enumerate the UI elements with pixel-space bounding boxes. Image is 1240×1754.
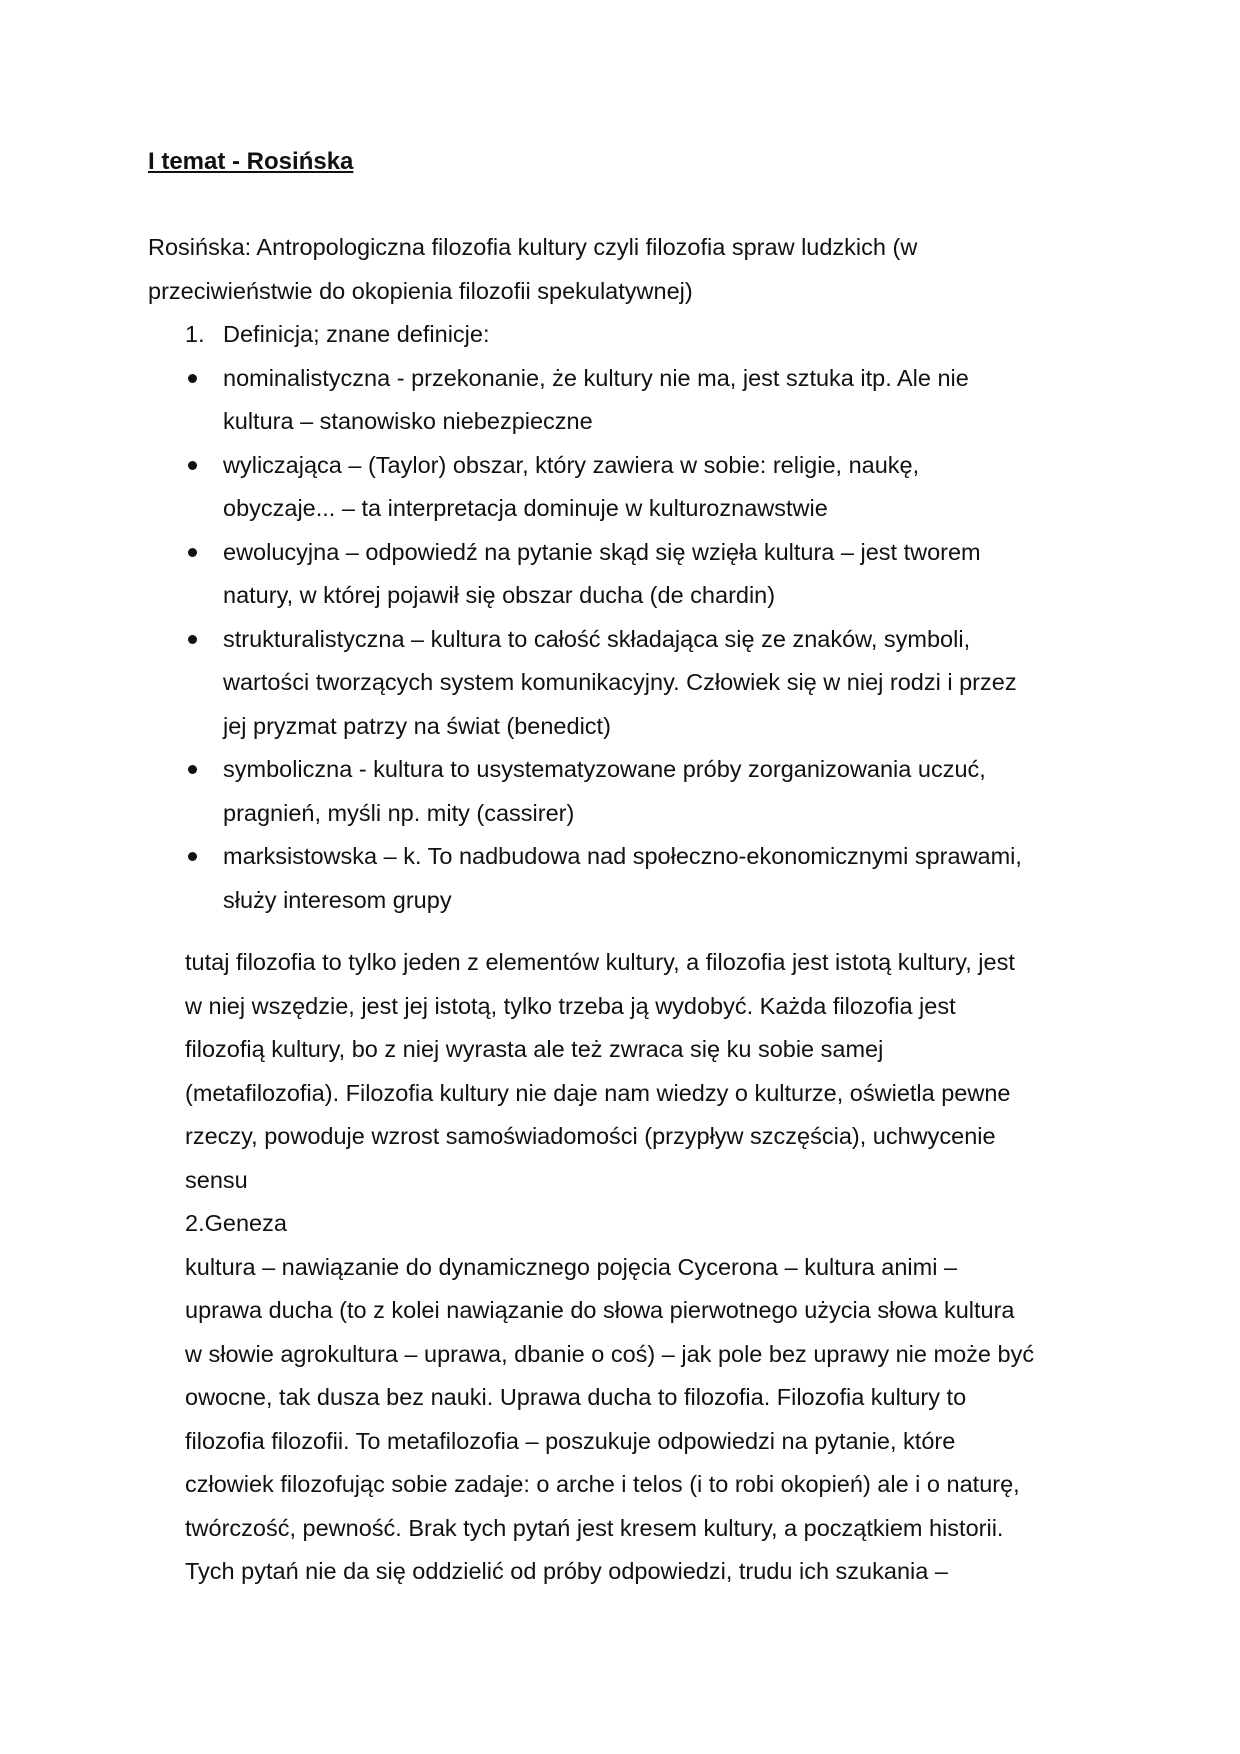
body-line: (metafilozofia). Filozofia kultury nie daje nam wiedzy o kulturze, oświetla pewne — [185, 1079, 1011, 1106]
bullet-icon — [188, 461, 197, 470]
bullet-line: natury, w której pojawił się obszar ducha (de chardin) — [223, 582, 776, 608]
bullet-line: symboliczna - kultura to usystematyzowane próby zorganizowania uczuć, — [223, 756, 986, 782]
body-line: uprawa ducha (to z kolei nawiązanie do słowa pierwotnego użycia słowa kultura — [185, 1297, 1015, 1323]
bullet-line: wartości tworzących system komunikacyjny. Człowiek się w niej rodzi i przez — [223, 669, 1017, 695]
body-line: tutaj filozofia to tylko jeden z elementów kultury, a filozofia jest istotą kultury, jest — [185, 949, 1015, 975]
intro-line: Rosińska: Antropologiczna filozofia kultury czyli filozofia spraw ludzkich (w — [148, 234, 918, 260]
body-line: filozofią kultury, bo z niej wyrasta ale też zwraca się ku sobie samej — [185, 1036, 884, 1062]
bullet-icon — [188, 852, 197, 861]
bullet-line: obyczaje... – ta interpretacja dominuje w kulturoznawstwie — [223, 495, 828, 521]
body-line: rzeczy, powoduje wzrost samoświadomości (przypływ szczęścia), uchwycenie — [185, 1123, 996, 1149]
body-line: Tych pytań nie da się oddzielić od próby odpowiedzi, trudu ich szukania – — [185, 1558, 948, 1584]
definitions-list — [148, 313, 1148, 922]
list-number: 1. — [185, 321, 205, 347]
bullet-icon — [188, 635, 197, 644]
body-text — [185, 941, 1034, 1594]
intro-paragraph — [148, 226, 917, 313]
body-line: kultura – nawiązanie do dynamicznego pojęcia Cycerona – kultura animi – — [185, 1253, 958, 1280]
bullet-line: służy interesom grupy — [223, 886, 452, 913]
body-line: sensu — [185, 1166, 248, 1193]
bullet-line: wyliczająca – (Taylor) obszar, który zawiera w sobie: religie, naukę, — [223, 451, 920, 478]
document-title: I temat - Rosińska — [148, 148, 354, 175]
body-line: w słowie agrokultura – uprawa, dbanie o coś) – jak pole bez uprawy nie może być — [185, 1340, 1035, 1367]
body-line: twórczość, pewność. Brak tych pytań jest kresem kultury, a początkiem historii. — [185, 1514, 1004, 1541]
body-line: człowiek filozofując sobie zadaje: o arche i telos (i to robi okopień) ale i o naturę, — [185, 1471, 1020, 1497]
bullet-icon — [188, 374, 197, 383]
bullet-item-wyliczajaca — [148, 444, 1148, 531]
body-line: owocne, tak dusza bez nauki. Uprawa ducha to filozofia. Filozofia kultury to — [185, 1384, 967, 1410]
bullet-item-symboliczna — [148, 748, 1148, 835]
bullet-icon — [188, 765, 197, 774]
bullet-line: marksistowska – k. To nadbudowa nad społeczno-ekonomicznymi sprawami, — [223, 843, 1022, 869]
bullet-line: jej pryzmat patrzy na świat (benedict) — [223, 712, 611, 739]
bullet-item-strukturalistyczna — [148, 618, 1148, 749]
body-line: w niej wszędzie, jest jej istotą, tylko trzeba ją wydobyć. Każda filozofia jest — [185, 992, 956, 1019]
numbered-item — [148, 313, 1148, 357]
body-line: filozofia filozofii. To metafilozofia – poszukuje odpowiedzi na pytanie, które — [185, 1427, 956, 1454]
intro-line: przeciwieństwie do okopienia filozofii spekulatywnej) — [148, 277, 693, 304]
bullet-line: pragnień, myśli np. mity (cassirer) — [223, 799, 575, 826]
bullet-icon — [188, 548, 197, 557]
bullet-line: kultura – stanowisko niebezpieczne — [223, 408, 593, 434]
section-heading-geneza: 2.Geneza — [185, 1210, 287, 1236]
bullet-line: strukturalistyczna – kultura to całość składająca się ze znaków, symboli, — [223, 625, 971, 652]
numbered-item-text: Definicja; znane definicje: — [223, 321, 490, 347]
bullet-item-nominalistyczna — [148, 357, 1148, 444]
bullet-line: nominalistyczna - przekonanie, że kultury nie ma, jest sztuka itp. Ale nie — [223, 364, 969, 391]
bullet-item-ewolucyjna — [148, 531, 1148, 618]
bullet-line: ewolucyjna – odpowiedź na pytanie skąd się wzięła kultura – jest tworem — [223, 538, 981, 565]
bullet-item-marksistowska — [148, 835, 1148, 922]
